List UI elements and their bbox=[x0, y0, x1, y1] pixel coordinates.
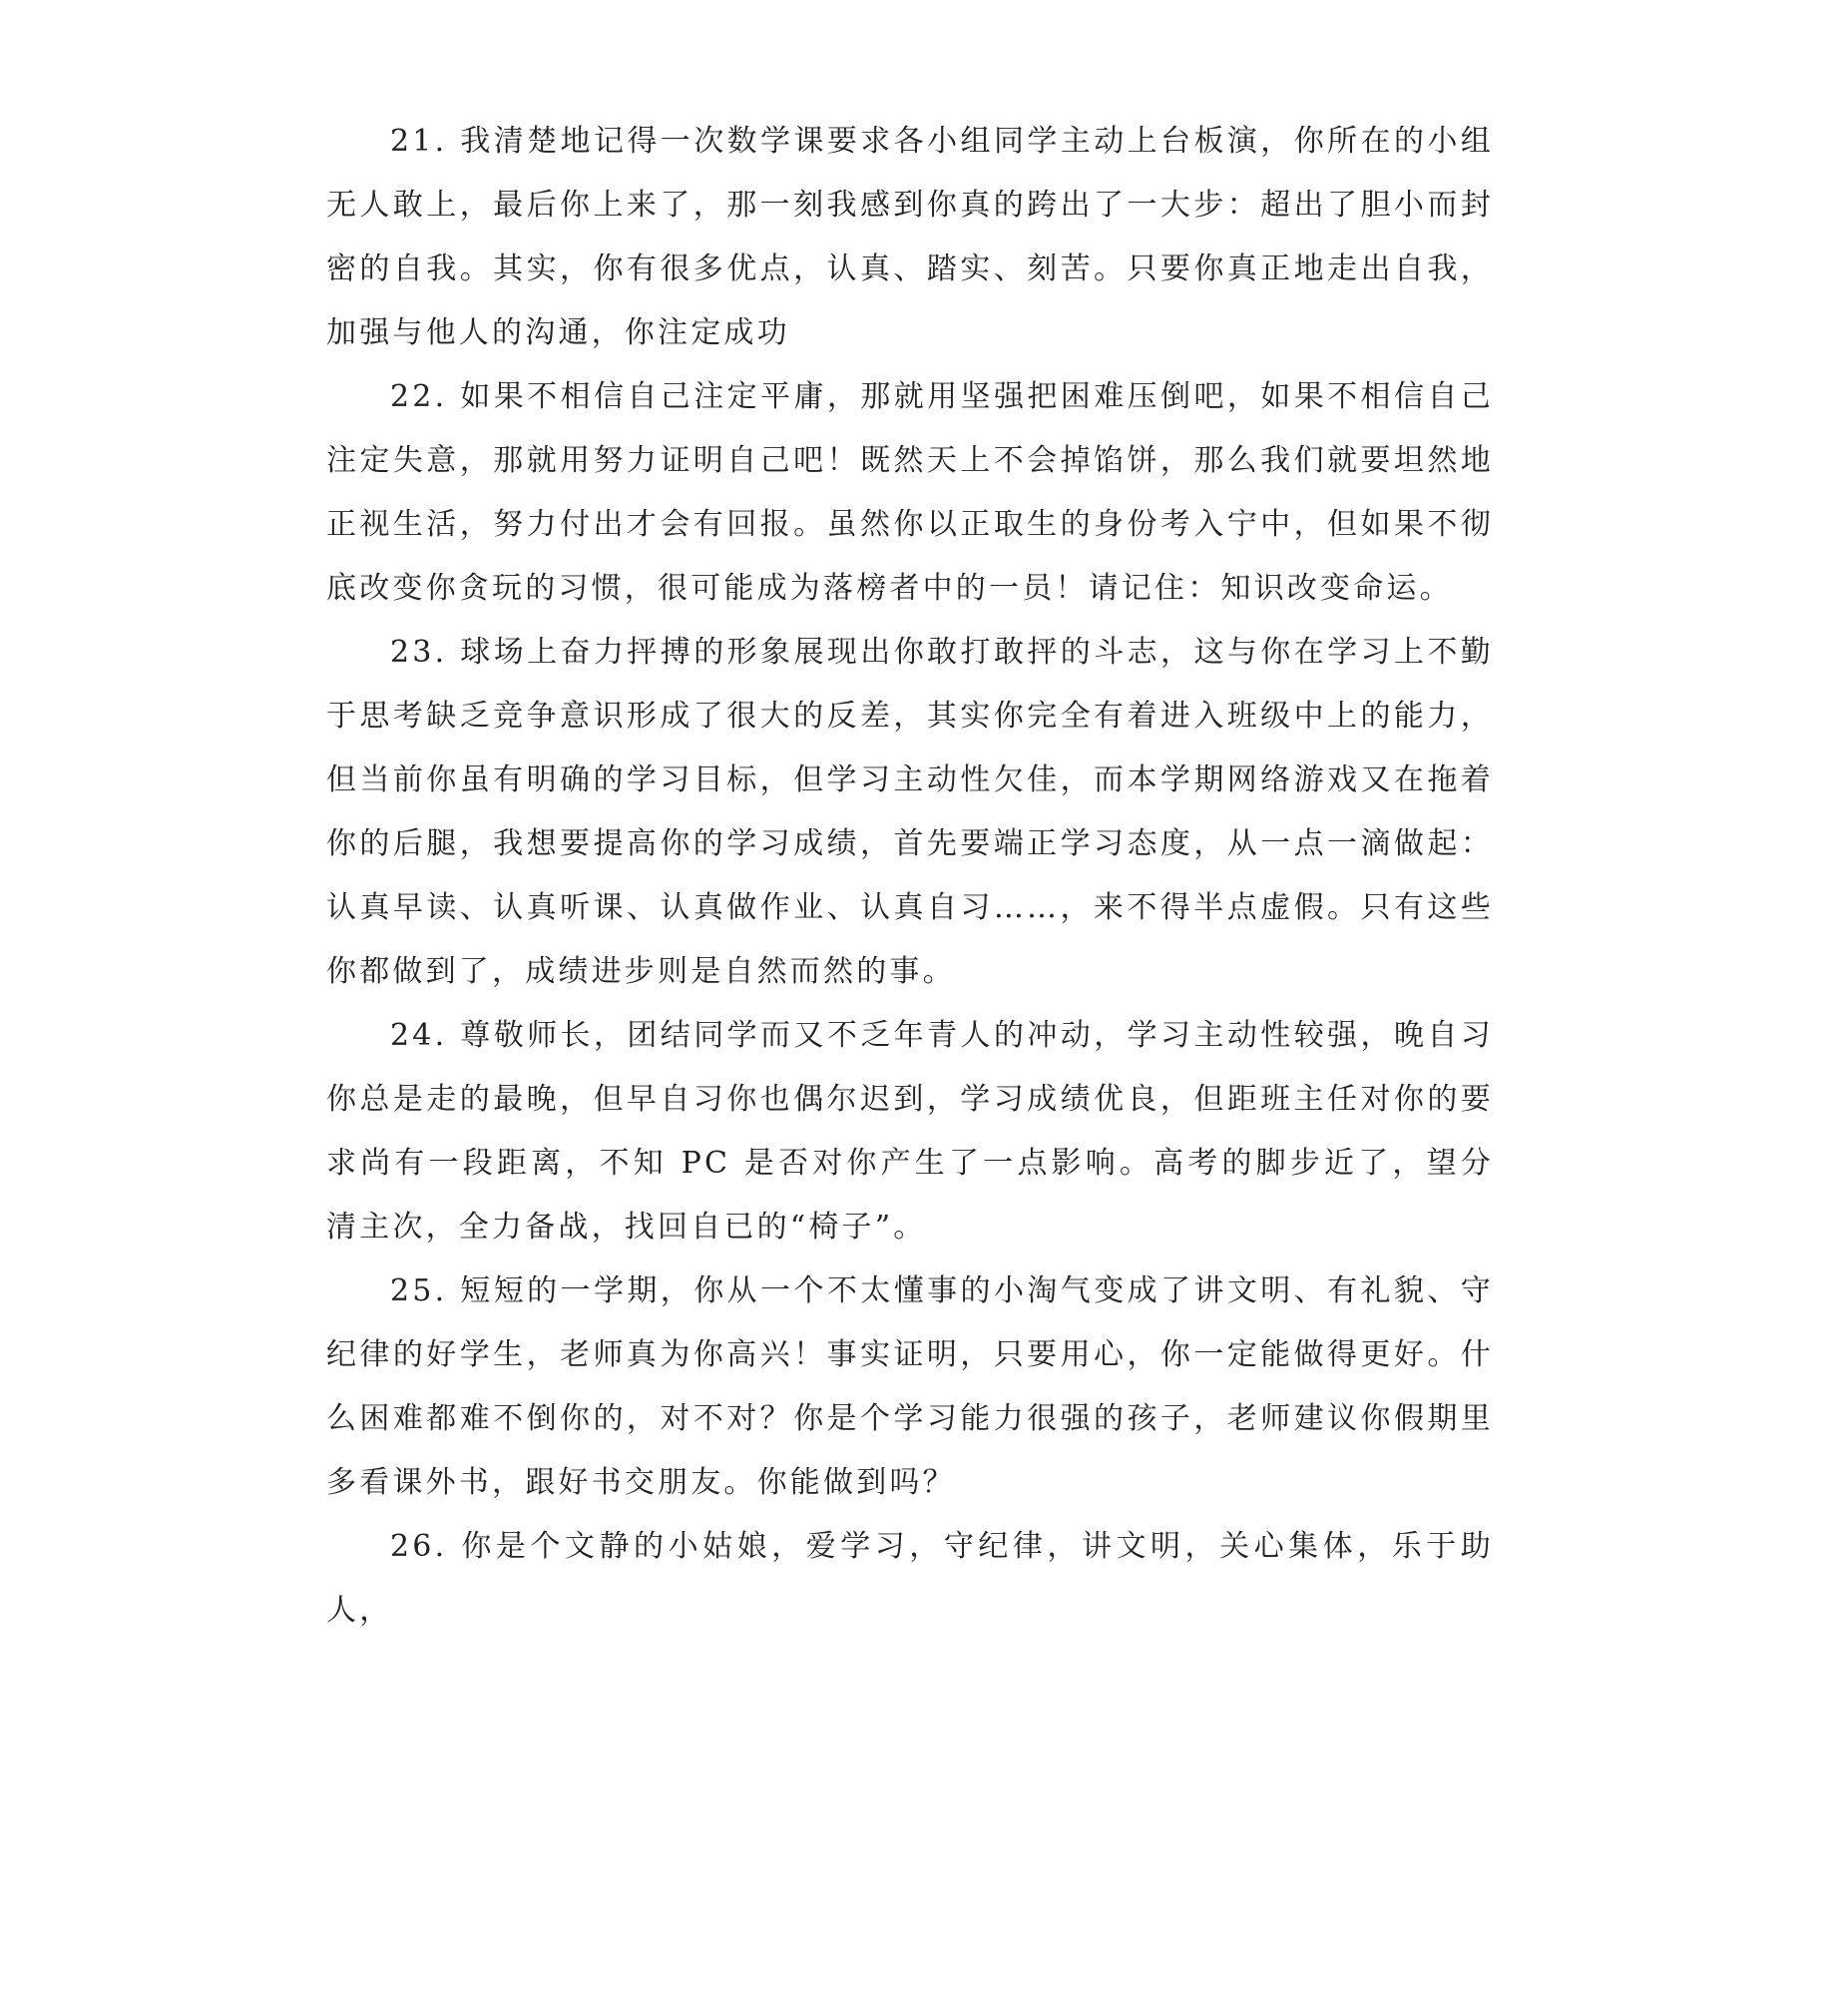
paragraph-number: 21. bbox=[390, 124, 448, 159]
comment-paragraph-24 bbox=[326, 1004, 1494, 1260]
paragraph-text: 球场上奋力抨搏的形象展现出你敢打敢抨的斗志，这与你在学习上不勤于思考缺乏竞争意识形成了很大的反差，其实你完全有着进入班级中上的能力，但当前你虽有明确的学习目标，但学习主动性欠佳，而本学期网络游戏又在拖着你的后腿，我想要提高你的学习成绩，首先要端正学习态度，从一点一滴做起：认真早读、认真听课、认真做作业、认真自习……，来不得半点虚假。只有这些你都做到了，成绩进步则是自然而然的事。 bbox=[326, 635, 1494, 989]
document-page bbox=[326, 110, 1494, 2006]
paragraph-text: 我清楚地记得一次数学课要求各小组同学主动上台板演，你所在的小组无人敢上，最后你上来了，那一刻我感到你真的跨出了一大步：超出了胆小而封密的自我。其实，你有很多优点，认真、踏实、刻苦。只要你真正地走出自我，加强与他人的沟通，你注定成功 bbox=[326, 124, 1494, 350]
paragraph-text: 你是个文静的小姑娘，爱学习，守纪律，讲文明，关心集体，乐于助人， bbox=[326, 1529, 1494, 1628]
paragraph-number: 23. bbox=[390, 635, 448, 670]
paragraph-number: 26. bbox=[390, 1529, 448, 1564]
paragraph-number: 24. bbox=[390, 1018, 448, 1053]
comment-paragraph-21 bbox=[326, 110, 1494, 365]
paragraph-text: 短短的一学期，你从一个不太懂事的小淘气变成了讲文明、有礼貌、守纪律的好学生，老师真为你高兴！事实证明，只要用心，你一定能做得更好。什么困难都难不倒你的，对不对？你是个学习能力很强的孩子，老师建议你假期里多看课外书，跟好书交朋友。你能做到吗？ bbox=[326, 1273, 1494, 1500]
paragraph-number: 25. bbox=[390, 1273, 448, 1308]
comment-paragraph-23 bbox=[326, 621, 1494, 1004]
comment-paragraph-25 bbox=[326, 1260, 1494, 1515]
paragraph-number: 22. bbox=[390, 379, 448, 414]
comment-paragraph-22 bbox=[326, 365, 1494, 621]
paragraph-text: 如果不相信自己注定平庸，那就用坚强把困难压倒吧，如果不相信自己注定失意，那就用努力证明自己吧！既然天上不会掉馅饼，那么我们就要坦然地正视生活，努力付出才会有回报。虽然你以正取生的身份考入宁中，但如果不彻底改变你贪玩的习惯，很可能成为落榜者中的一员！请记住：知识改变命运。 bbox=[326, 379, 1494, 606]
paragraph-text: 尊敬师长，团结同学而又不乏年青人的冲动，学习主动性较强，晚自习你总是走的最晚，但早自习你也偶尔迟到，学习成绩优良，但距班主任对你的要求尚有一段距离，不知 PC 是否对你产生了一点影响。高考的脚步近了，望分清主次，全力备战，找回自已的“椅子”。 bbox=[326, 1018, 1494, 1245]
comment-paragraph-26 bbox=[326, 1515, 1494, 1643]
